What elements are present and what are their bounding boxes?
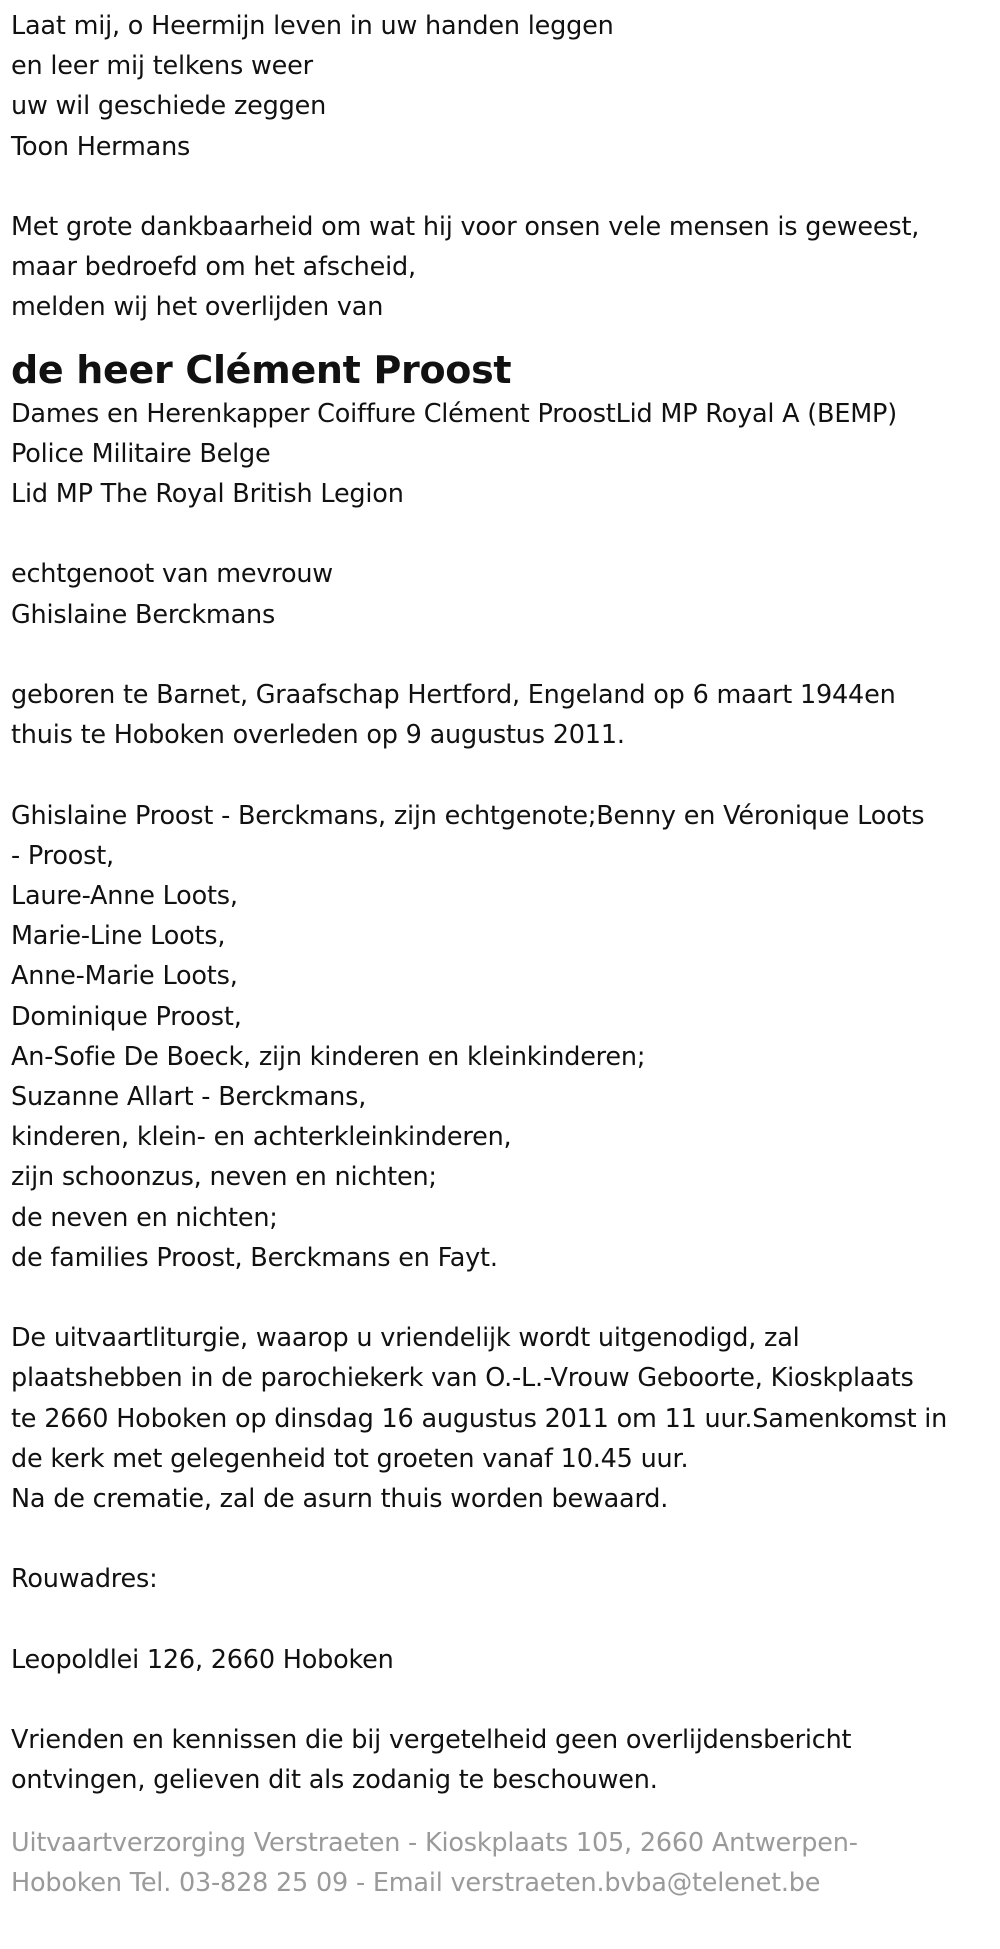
intro-line: melden wij het overlijden van (11, 292, 384, 323)
spacer (11, 1519, 1000, 1559)
family-line: - Proost, (11, 840, 114, 871)
intro-section (11, 207, 1000, 328)
birth-line: geboren te Barnet, Graafschap Hertford, Engeland op 6 maart 1944en (11, 680, 896, 710)
family-line: de neven en nichten; (11, 1202, 278, 1233)
spacer (11, 1600, 1000, 1640)
family-line: Suzanne Allart - Berckmans, (11, 1082, 367, 1113)
spacer (11, 514, 1000, 554)
spouse-section (11, 554, 1000, 634)
family-section (11, 796, 1000, 1278)
spouse-name: Ghislaine Berckmans (11, 599, 276, 630)
poem-line: uw wil geschiede zeggen (11, 91, 327, 122)
closing-line: ontvingen, gelieven dit als zodanig te beschouwen. (11, 1765, 658, 1796)
spacer (11, 167, 1000, 207)
family-line: Ghislaine Proost - Berckmans, zijn echtgenote;Benny en Véronique Loots (11, 800, 925, 831)
closing-section (11, 1720, 1000, 1800)
family-line: zijn schoonzus, neven en nichten; (11, 1162, 437, 1193)
deceased-title: Lid MP The Royal British Legion (11, 479, 404, 510)
family-line: Marie-Line Loots, (11, 921, 226, 952)
family-line: Dominique Proost, (11, 1001, 242, 1032)
spacer (11, 635, 1000, 675)
spacer (11, 755, 1000, 795)
address-value: Leopoldlei 126, 2660 Hoboken (11, 1644, 394, 1675)
spacer (11, 1680, 1000, 1720)
closing-line: Vrienden en kennissen die bij vergetelheid geen overlijdensbericht (11, 1725, 852, 1756)
family-line: Anne-Marie Loots, (11, 961, 238, 992)
poem-line: Laat mij, o Heermijn leven in uw handen leggen (11, 11, 614, 41)
spacer (11, 1278, 1000, 1318)
birth-death-section (11, 675, 1000, 755)
poem-author: Toon Hermans (11, 131, 191, 162)
deceased-title: Police Militaire Belge (11, 438, 271, 469)
deceased-name: de heer Clément Proost (11, 347, 512, 392)
deceased-titles (11, 394, 1000, 515)
poem-line: en leer mij telkens weer (11, 51, 313, 82)
family-line: An-Sofie De Boeck, zijn kinderen en kleinkinderen; (11, 1041, 646, 1072)
intro-line: Met grote dankbaarheid om wat hij voor onsen vele mensen is geweest, (11, 212, 920, 242)
funeral-home-footer (11, 1823, 1000, 1903)
funeral-line: De uitvaartliturgie, waarop u vriendelijk wordt uitgenodigd, zal (11, 1323, 800, 1354)
footer-line: Uitvaartverzorging Verstraeten - Kioskplaats 105, 2660 Antwerpen- (11, 1827, 858, 1858)
spouse-line: echtgenoot van mevrouw (11, 559, 333, 590)
funeral-line: plaatshebben in de parochiekerk van O.-L.-Vrouw Geboorte, Kioskplaats (11, 1363, 914, 1394)
funeral-section (11, 1318, 1000, 1519)
deceased-title: Dames en Herenkapper Coiffure Clément ProostLid MP Royal A (BEMP) (11, 398, 897, 429)
funeral-line: te 2660 Hoboken op dinsdag 16 augustus 2011 om 11 uur.Samenkomst in (11, 1403, 948, 1434)
spacer (11, 1801, 1000, 1823)
family-line: Laure-Anne Loots, (11, 881, 238, 911)
family-line: kinderen, klein- en achterkleinkinderen, (11, 1122, 512, 1153)
intro-line: maar bedroefd om het afscheid, (11, 252, 416, 283)
death-line: thuis te Hoboken overleden op 9 augustus 2011. (11, 720, 625, 751)
family-line: de families Proost, Berckmans en Fayt. (11, 1242, 498, 1273)
poem-section (11, 6, 1000, 167)
funeral-line: de kerk met gelegenheid tot groeten vanaf 10.45 uur. (11, 1443, 689, 1474)
funeral-line: Na de crematie, zal de asurn thuis worden bewaard. (11, 1484, 669, 1515)
footer-line: Hoboken Tel. 03-828 25 09 - Email verstraeten.bvba@telenet.be (11, 1867, 821, 1898)
address-label: Rouwadres: (11, 1564, 158, 1595)
